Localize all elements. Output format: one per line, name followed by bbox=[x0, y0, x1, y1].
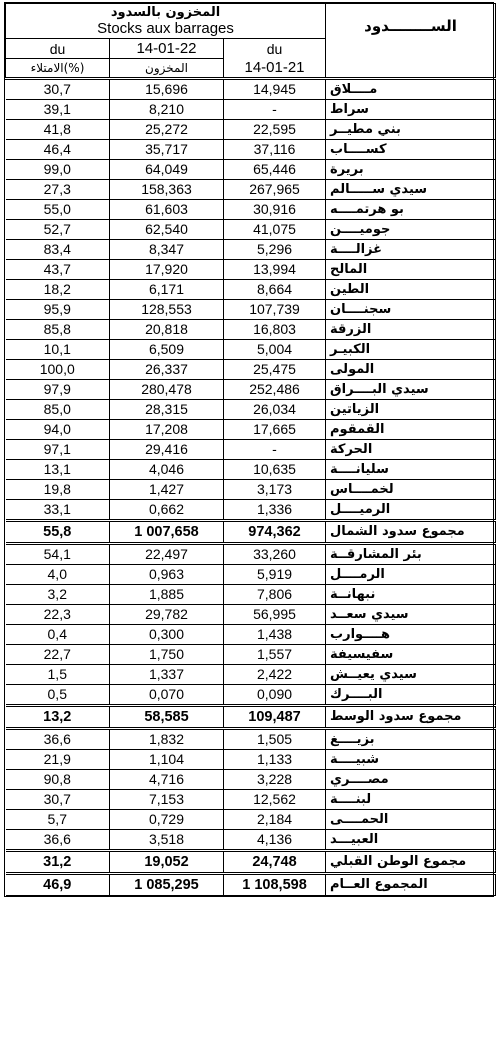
dam-row bbox=[6, 300, 496, 320]
total-row bbox=[6, 851, 496, 874]
fill-percent-cell: 36,6 bbox=[6, 830, 110, 851]
previous-stock-cell: 0,090 bbox=[224, 685, 326, 706]
fill-percent-cell: 99,0 bbox=[6, 160, 110, 180]
fill-percent-cell: 13,2 bbox=[6, 706, 110, 729]
stock-cell: 1,337 bbox=[110, 665, 224, 685]
dam-row bbox=[6, 100, 496, 120]
stock-cell: 6,509 bbox=[110, 340, 224, 360]
fill-percent-cell: 27,3 bbox=[6, 180, 110, 200]
stock-cell: 0,963 bbox=[110, 565, 224, 585]
stock-cell: 1,427 bbox=[110, 480, 224, 500]
fill-percent-cell: 31,2 bbox=[6, 851, 110, 874]
total-row bbox=[6, 706, 496, 729]
dam-name-cell: مجموع سدود الوسط bbox=[326, 706, 496, 729]
previous-stock-cell: 17,665 bbox=[224, 420, 326, 440]
dam-row bbox=[6, 280, 496, 300]
dam-name-cell: هــــوارب bbox=[326, 625, 496, 645]
fill-percent-cell: 100,0 bbox=[6, 360, 110, 380]
previous-stock-cell: 4,136 bbox=[224, 830, 326, 851]
dam-name-cell: الطين bbox=[326, 280, 496, 300]
dam-row bbox=[6, 585, 496, 605]
dam-name-cell: لبنــــة bbox=[326, 790, 496, 810]
dam-name-cell: المالح bbox=[326, 260, 496, 280]
previous-stock-cell: 14,945 bbox=[224, 79, 326, 100]
stock-cell: 280,478 bbox=[110, 380, 224, 400]
dam-name-cell: سليانــــة bbox=[326, 460, 496, 480]
previous-stock-cell: 1,438 bbox=[224, 625, 326, 645]
dam-stocks-table-sheet bbox=[4, 2, 494, 897]
fill-percent-cell: 97,1 bbox=[6, 440, 110, 460]
dam-row bbox=[6, 79, 496, 100]
dam-row bbox=[6, 480, 496, 500]
dam-name-cell: لخمــــاس bbox=[326, 480, 496, 500]
dam-row bbox=[6, 770, 496, 790]
stock-cell: 64,049 bbox=[110, 160, 224, 180]
header-row-1 bbox=[6, 4, 496, 39]
stock-cell: 8,210 bbox=[110, 100, 224, 120]
stock-label-header: المخزون bbox=[110, 59, 224, 79]
dam-name-cell: مــــلاق bbox=[326, 79, 496, 100]
dam-row bbox=[6, 665, 496, 685]
fill-percent-cell: 1,5 bbox=[6, 665, 110, 685]
previous-stock-cell: 252,486 bbox=[224, 380, 326, 400]
previous-stock-cell: 3,173 bbox=[224, 480, 326, 500]
dam-row bbox=[6, 544, 496, 565]
previous-stock-cell: 1,336 bbox=[224, 500, 326, 521]
dam-row bbox=[6, 360, 496, 380]
dam-name-cell: جوميــــن bbox=[326, 220, 496, 240]
dam-name-cell: غزالــــة bbox=[326, 240, 496, 260]
stock-cell: 15,696 bbox=[110, 79, 224, 100]
stock-cell: 1 085,295 bbox=[110, 874, 224, 896]
fill-percent-cell: 55,0 bbox=[6, 200, 110, 220]
previous-stock-cell: 41,075 bbox=[224, 220, 326, 240]
dam-name-cell: بو هرتمــــه bbox=[326, 200, 496, 220]
fill-percent-cell: 19,8 bbox=[6, 480, 110, 500]
fill-percent-cell: 55,8 bbox=[6, 521, 110, 544]
stock-cell: 1,832 bbox=[110, 729, 224, 750]
fill-percent-cell: 85,8 bbox=[6, 320, 110, 340]
fill-percent-cell: 21,9 bbox=[6, 750, 110, 770]
previous-stock-cell: 1,133 bbox=[224, 750, 326, 770]
previous-stock-cell: 1 108,598 bbox=[224, 874, 326, 896]
fill-percent-cell: 46,4 bbox=[6, 140, 110, 160]
dam-name-cell: العبيـــد bbox=[326, 830, 496, 851]
stock-cell: 35,717 bbox=[110, 140, 224, 160]
pct-label-header: الامتلاء(%) bbox=[6, 59, 110, 79]
fill-percent-cell: 41,8 bbox=[6, 120, 110, 140]
fill-percent-cell: 4,0 bbox=[6, 565, 110, 585]
previous-stock-cell: 3,228 bbox=[224, 770, 326, 790]
fill-percent-cell: 30,7 bbox=[6, 790, 110, 810]
dam-name-cell: بريرة bbox=[326, 160, 496, 180]
dam-name-cell: سيدي يعيــش bbox=[326, 665, 496, 685]
fill-percent-cell: 46,9 bbox=[6, 874, 110, 896]
dam-row bbox=[6, 790, 496, 810]
fill-percent-cell: 95,9 bbox=[6, 300, 110, 320]
fill-percent-cell: 54,1 bbox=[6, 544, 110, 565]
stock-cell: 17,920 bbox=[110, 260, 224, 280]
stock-cell: 3,518 bbox=[110, 830, 224, 851]
fill-percent-cell: 33,1 bbox=[6, 500, 110, 521]
group-title-fr: Stocks aux barrages bbox=[97, 20, 234, 37]
dam-name-cell: البــــرك bbox=[326, 685, 496, 706]
prev-date-header: 14-01-21 bbox=[224, 59, 326, 79]
dam-row bbox=[6, 625, 496, 645]
stock-cell: 4,046 bbox=[110, 460, 224, 480]
stock-cell: 19,052 bbox=[110, 851, 224, 874]
group-title-ar: المخزون بالسدود bbox=[110, 5, 221, 20]
previous-stock-cell: 5,004 bbox=[224, 340, 326, 360]
total-row bbox=[6, 521, 496, 544]
dam-name-cell: سجنــــان bbox=[326, 300, 496, 320]
fill-percent-cell: 36,6 bbox=[6, 729, 110, 750]
dam-name-cell: نبهانــة bbox=[326, 585, 496, 605]
dams-column-header: الســــــــدود bbox=[326, 4, 496, 79]
dam-row bbox=[6, 400, 496, 420]
dam-row bbox=[6, 500, 496, 521]
previous-stock-cell: 8,664 bbox=[224, 280, 326, 300]
dam-row bbox=[6, 160, 496, 180]
dam-row bbox=[6, 220, 496, 240]
stock-date-header: 14-01-22 bbox=[110, 39, 224, 59]
stock-cell: 8,347 bbox=[110, 240, 224, 260]
stock-cell: 26,337 bbox=[110, 360, 224, 380]
fill-percent-cell: 3,2 bbox=[6, 585, 110, 605]
fill-percent-cell: 52,7 bbox=[6, 220, 110, 240]
previous-stock-cell: 13,994 bbox=[224, 260, 326, 280]
dam-row bbox=[6, 200, 496, 220]
dam-name-cell: بني مطيــر bbox=[326, 120, 496, 140]
dam-row bbox=[6, 605, 496, 625]
dam-row bbox=[6, 420, 496, 440]
previous-stock-cell: 7,806 bbox=[224, 585, 326, 605]
dam-row bbox=[6, 685, 496, 706]
previous-stock-cell: 109,487 bbox=[224, 706, 326, 729]
previous-stock-cell: 30,916 bbox=[224, 200, 326, 220]
previous-stock-cell: - bbox=[224, 100, 326, 120]
dam-name-cell: مجموع الوطن القبلي bbox=[326, 851, 496, 874]
dam-name-cell: الحمــــى bbox=[326, 810, 496, 830]
dam-row bbox=[6, 750, 496, 770]
previous-stock-cell: 10,635 bbox=[224, 460, 326, 480]
stock-cell: 0,300 bbox=[110, 625, 224, 645]
stock-cell: 4,716 bbox=[110, 770, 224, 790]
stock-cell: 25,272 bbox=[110, 120, 224, 140]
stock-cell: 58,585 bbox=[110, 706, 224, 729]
dam-row bbox=[6, 380, 496, 400]
fill-percent-cell: 97,9 bbox=[6, 380, 110, 400]
previous-stock-cell: 37,116 bbox=[224, 140, 326, 160]
dam-row bbox=[6, 340, 496, 360]
dam-name-cell: سيدي سعــد bbox=[326, 605, 496, 625]
dam-name-cell: مجموع سدود الشمال bbox=[326, 521, 496, 544]
stock-cell: 6,171 bbox=[110, 280, 224, 300]
fill-percent-cell: 94,0 bbox=[6, 420, 110, 440]
stock-cell: 1,104 bbox=[110, 750, 224, 770]
dam-name-cell: سيدي البــــراق bbox=[326, 380, 496, 400]
stock-cell: 158,363 bbox=[110, 180, 224, 200]
fill-percent-cell: 90,8 bbox=[6, 770, 110, 790]
previous-stock-cell: 65,446 bbox=[224, 160, 326, 180]
stock-cell: 20,818 bbox=[110, 320, 224, 340]
dam-name-cell: مصــــري bbox=[326, 770, 496, 790]
dam-name-cell: الرميــــل bbox=[326, 500, 496, 521]
fill-percent-cell: 0,4 bbox=[6, 625, 110, 645]
fill-percent-cell: 43,7 bbox=[6, 260, 110, 280]
total-row bbox=[6, 874, 496, 896]
previous-stock-cell: 5,919 bbox=[224, 565, 326, 585]
dam-row bbox=[6, 460, 496, 480]
dam-name-cell: المجموع العــام bbox=[326, 874, 496, 896]
dam-row bbox=[6, 260, 496, 280]
fill-percent-cell: 22,7 bbox=[6, 645, 110, 665]
fill-percent-cell: 30,7 bbox=[6, 79, 110, 100]
previous-stock-cell: 33,260 bbox=[224, 544, 326, 565]
previous-stock-cell: 22,595 bbox=[224, 120, 326, 140]
dam-name-cell: سيدي ســـــالم bbox=[326, 180, 496, 200]
fill-percent-cell: 85,0 bbox=[6, 400, 110, 420]
previous-stock-cell: 24,748 bbox=[224, 851, 326, 874]
dam-name-cell: القمقوم bbox=[326, 420, 496, 440]
dam-row bbox=[6, 240, 496, 260]
dam-name-cell: بئر المشارقــة bbox=[326, 544, 496, 565]
dam-name-cell: المولى bbox=[326, 360, 496, 380]
dam-name-cell: شبيــــة bbox=[326, 750, 496, 770]
stock-cell: 0,729 bbox=[110, 810, 224, 830]
previous-stock-cell: 16,803 bbox=[224, 320, 326, 340]
previous-stock-cell: 12,562 bbox=[224, 790, 326, 810]
fill-percent-cell: 83,4 bbox=[6, 240, 110, 260]
stock-cell: 22,497 bbox=[110, 544, 224, 565]
fill-percent-cell: 5,7 bbox=[6, 810, 110, 830]
dam-name-cell: بزيــــغ bbox=[326, 729, 496, 750]
dam-row bbox=[6, 565, 496, 585]
stock-cell: 1 007,658 bbox=[110, 521, 224, 544]
stock-cell: 1,885 bbox=[110, 585, 224, 605]
stock-cell: 1,750 bbox=[110, 645, 224, 665]
previous-stock-cell: 2,184 bbox=[224, 810, 326, 830]
stock-cell: 7,153 bbox=[110, 790, 224, 810]
dam-row bbox=[6, 440, 496, 460]
dam-name-cell: سراط bbox=[326, 100, 496, 120]
dam-row bbox=[6, 645, 496, 665]
previous-stock-cell: 25,475 bbox=[224, 360, 326, 380]
dam-row bbox=[6, 830, 496, 851]
stock-cell: 28,315 bbox=[110, 400, 224, 420]
dam-name-cell: الزرقة bbox=[326, 320, 496, 340]
dam-name-cell: كســــاب bbox=[326, 140, 496, 160]
fill-percent-cell: 10,1 bbox=[6, 340, 110, 360]
dam-stocks-table bbox=[5, 3, 496, 896]
previous-stock-cell: 107,739 bbox=[224, 300, 326, 320]
dam-name-cell: الحركة bbox=[326, 440, 496, 460]
previous-stock-cell: - bbox=[224, 440, 326, 460]
previous-stock-cell: 1,505 bbox=[224, 729, 326, 750]
stock-cell: 61,603 bbox=[110, 200, 224, 220]
previous-stock-cell: 974,362 bbox=[224, 521, 326, 544]
dam-name-cell: الكبيـر bbox=[326, 340, 496, 360]
previous-stock-cell: 26,034 bbox=[224, 400, 326, 420]
previous-stock-cell: 1,557 bbox=[224, 645, 326, 665]
previous-stock-cell: 56,995 bbox=[224, 605, 326, 625]
stock-cell: 29,782 bbox=[110, 605, 224, 625]
dam-name-cell: الرمــــل bbox=[326, 565, 496, 585]
dam-row bbox=[6, 320, 496, 340]
previous-stock-cell: 267,965 bbox=[224, 180, 326, 200]
dam-row bbox=[6, 140, 496, 160]
stock-cell: 17,208 bbox=[110, 420, 224, 440]
previous-stock-cell: 2,422 bbox=[224, 665, 326, 685]
fill-percent-cell: 18,2 bbox=[6, 280, 110, 300]
dam-row bbox=[6, 120, 496, 140]
stock-cell: 29,416 bbox=[110, 440, 224, 460]
fill-percent-cell: 0,5 bbox=[6, 685, 110, 706]
group-title-cell bbox=[6, 4, 326, 39]
dam-name-cell: الزياتين bbox=[326, 400, 496, 420]
dam-name-cell: سفيسيفة bbox=[326, 645, 496, 665]
dam-row bbox=[6, 810, 496, 830]
fill-percent-cell: 22,3 bbox=[6, 605, 110, 625]
dam-row bbox=[6, 180, 496, 200]
prev-du-header: du bbox=[224, 39, 326, 59]
stock-cell: 128,553 bbox=[110, 300, 224, 320]
fill-percent-cell: 39,1 bbox=[6, 100, 110, 120]
dam-row bbox=[6, 729, 496, 750]
stock-cell: 0,070 bbox=[110, 685, 224, 706]
previous-stock-cell: 5,296 bbox=[224, 240, 326, 260]
stock-cell: 62,540 bbox=[110, 220, 224, 240]
fill-percent-cell: 13,1 bbox=[6, 460, 110, 480]
stock-cell: 0,662 bbox=[110, 500, 224, 521]
pct-du-header: du bbox=[6, 39, 110, 59]
